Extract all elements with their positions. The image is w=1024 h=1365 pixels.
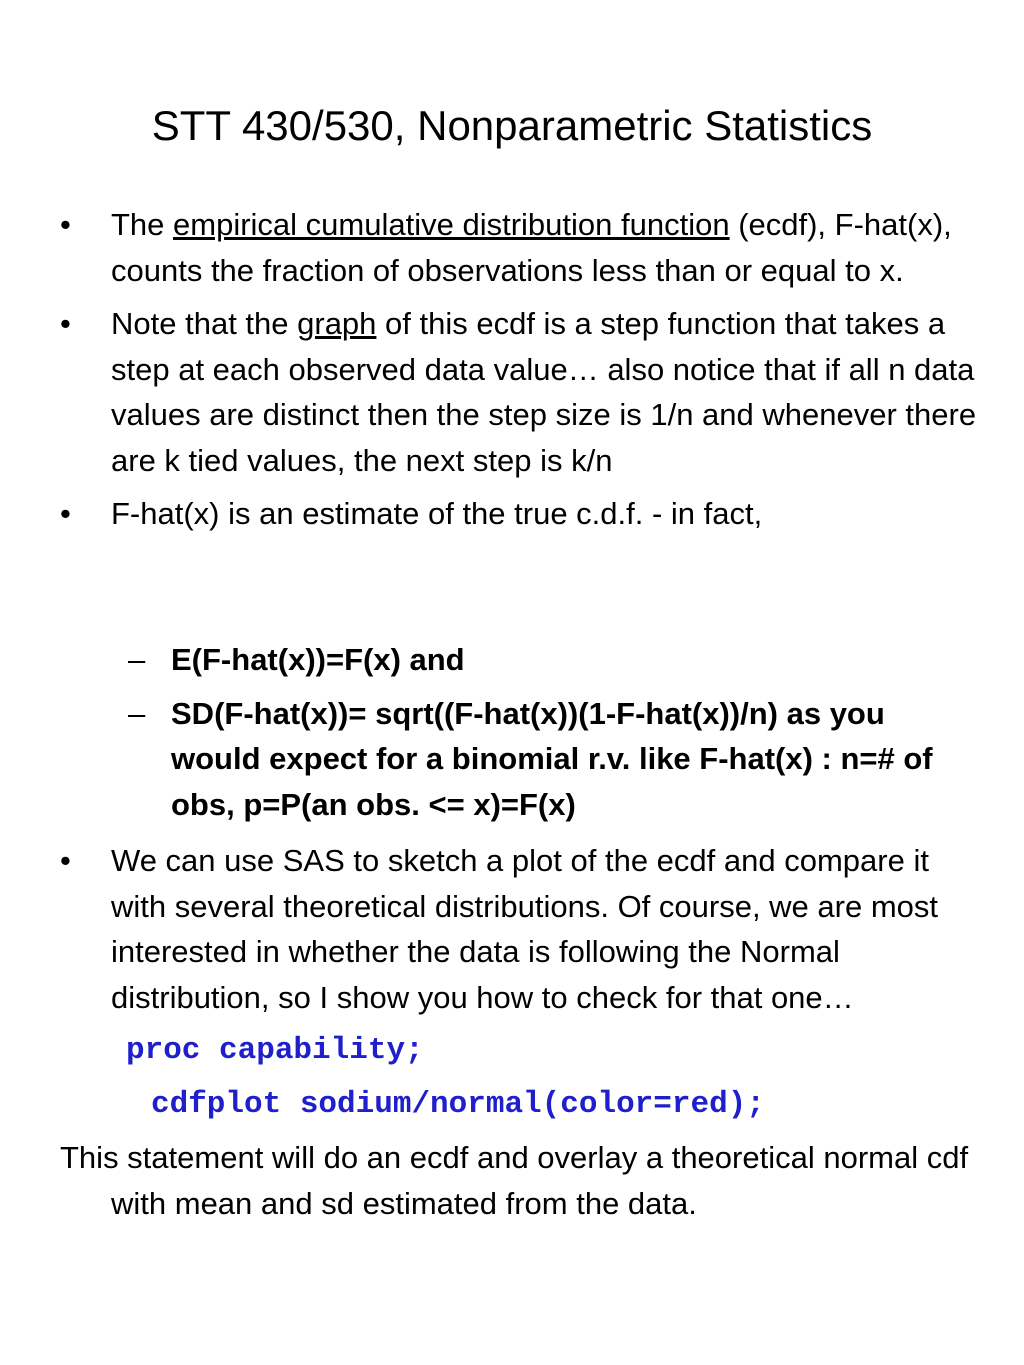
bullet-estimate: [0, 491, 1024, 537]
bullet-step-function: [0, 301, 1024, 483]
bullet-sas-plot: [0, 838, 1024, 1020]
bullet-list: [0, 202, 1024, 545]
dash-mark: –: [128, 642, 146, 677]
bullet-text: F-hat(x) is an estimate of the true c.d.f. - in fact,: [111, 496, 763, 531]
bullet-text-pre: Note that the: [111, 306, 298, 341]
dash-mark: –: [128, 695, 146, 731]
bullet-text-pre: The: [111, 207, 174, 242]
ecdf-term-underlined: empirical cumulative distribution function: [173, 207, 730, 242]
bullet-ecdf-definition: [0, 202, 1024, 293]
graph-term-underlined: graph: [297, 306, 377, 341]
bullet-text-post: (ecdf), F-hat(x), counts the fraction of observations less than or equal to x.: [111, 207, 952, 288]
bullet-text-post: of this ecdf is a step function that takes a step at each observed data value… also notice that if all n data values are distinct then the step size is 1/n and whenever there are k tied values, the next step is k/n: [111, 306, 977, 478]
bullet-mark: •: [60, 843, 71, 878]
sub-bullet-expectation: [0, 637, 1024, 683]
bullet-list-2: [0, 838, 1024, 1226]
sub-bullet-list: [0, 637, 1024, 835]
sub-bullet-sd: [0, 691, 1024, 828]
sub-bullet-text: SD(F-hat(x))= sqrt((F-hat(x))(1-F-hat(x))/n) as you would expect for a binomial r.v. like F-hat(x) : n=# of obs, p=P(an obs. <= x)=F(x): [171, 695, 933, 822]
bullet-mark: •: [60, 496, 71, 531]
code-line-proc: proc capability;: [126, 1033, 424, 1068]
bullet-mark: •: [60, 306, 71, 341]
bullet-mark: •: [60, 207, 71, 242]
closing-paragraph: This statement will do an ecdf and overlay a theoretical normal cdf with mean and sd estimated from the data.: [60, 1140, 969, 1221]
sub-bullet-text: E(F-hat(x))=F(x) and: [171, 642, 465, 677]
code-line-cdfplot: cdfplot sodium/normal(color=red);: [151, 1086, 765, 1122]
slide-title: STT 430/530, Nonparametric Statistics: [151, 102, 873, 149]
bullet-text: We can use SAS to sketch a plot of the ecdf and compare it with several theoretical distributions. Of course, we are most interested in whether the data is following the Normal distribution, so I show you how to check for that one…: [111, 843, 939, 1015]
